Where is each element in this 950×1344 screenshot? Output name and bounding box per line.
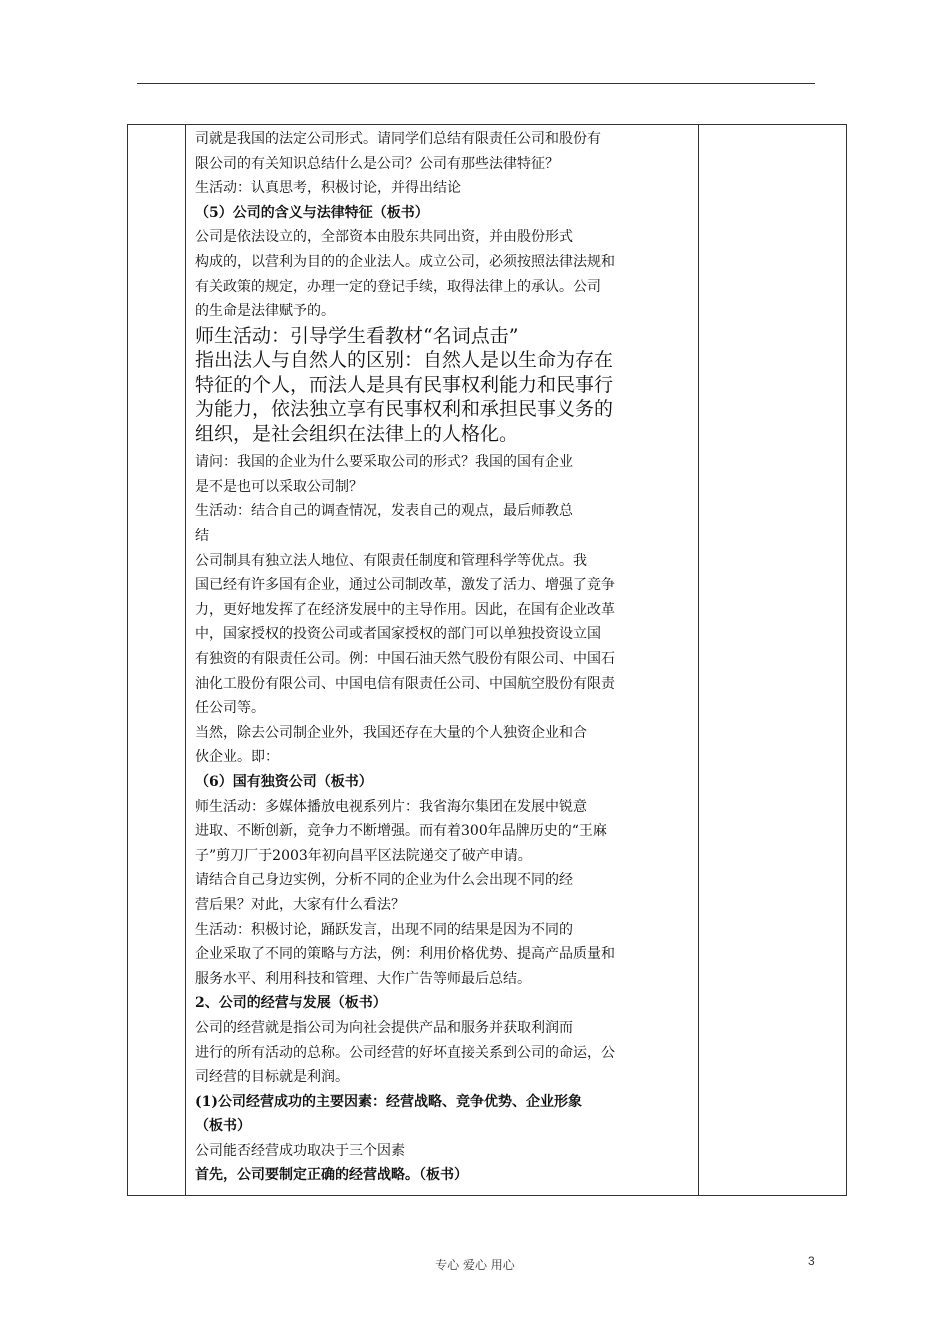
text-line: 是不是也可以采取公司制？: [195, 478, 363, 495]
text-line: 进取、不断创新，竞争力不断增强。而有着300年品牌历史的“王麻: [195, 823, 607, 840]
header-rule: [137, 83, 815, 84]
text-line: 生活动：认真思考，积极讨论，并得出结论: [195, 180, 461, 197]
section-heading: 首先，公司要制定正确的经营战略。（板书）: [195, 1167, 468, 1184]
section-heading: 2、公司的经营与发展（板书）: [195, 995, 387, 1012]
text-line: 公司是依法设立的，全部资本由股东共同出资，并由股份形式: [195, 229, 573, 246]
column-divider-2: [698, 125, 699, 1195]
large-text-line: 组织，是社会组织在法律上的人格化。: [195, 422, 519, 445]
text-line: 子”剪刀厂于2003年初向昌平区法院递交了破产申请。: [195, 847, 532, 864]
text-line: 请结合自己身边实例，分析不同的企业为什么会出现不同的经: [195, 872, 573, 889]
section-heading: （6）国有独资公司（板书）: [195, 773, 373, 790]
large-text-line: 指出法人与自然人的区别：自然人是以生命为存在: [195, 349, 614, 372]
large-text-line: 特征的个人，而法人是具有民事权利能力和民事行: [195, 373, 614, 396]
text-line: 营后果？对此，大家有什么看法？: [195, 896, 405, 913]
text-line: 司经营的目标就是利润。: [195, 1069, 349, 1086]
text-line: 师生活动：多媒体播放电视系列片：我省海尔集团在发展中锐意: [195, 798, 587, 815]
lesson-content: [195, 127, 693, 1188]
text-line: 限公司的有关知识总结什么是公司？公司有那些法律特征？: [195, 155, 559, 172]
text-line: 企业采取了不同的策略与方法，例：利用价格优势、提高产品质量和: [195, 946, 615, 963]
text-line: 服务水平、利用科技和管理、大作广告等师最后总结。: [195, 970, 531, 987]
text-line: 任公司等。: [195, 700, 265, 717]
large-text-line: 师生活动：引导学生看教材“名词点击”: [195, 324, 519, 347]
section-heading: (1)公司经营成功的主要因素：经营战略、竞争优势、企业形象: [195, 1093, 582, 1110]
text-line: 请问：我国的企业为什么要采取公司的形式？我国的国有企业: [195, 454, 573, 471]
page-number: 3: [808, 1254, 815, 1268]
column-divider-1: [185, 125, 186, 1195]
text-line: 结: [195, 528, 209, 545]
section-heading: （5）公司的含义与法律特征（板书）: [195, 204, 429, 221]
text-line: 中，国家授权的投资公司或者国家授权的部门可以单独投资设立国: [195, 626, 601, 643]
text-line: 伙企业。即：: [195, 749, 279, 766]
text-line: 生活动：结合自己的调查情况，发表自己的观点，最后师教总: [195, 503, 573, 520]
text-line: 构成的，以营利为目的的企业法人。成立公司，必须按照法律法规和: [195, 253, 615, 270]
text-line: 有独资的有限责任公司。例：中国石油天然气股份有限公司、中国石: [195, 651, 615, 667]
text-line: 有关政策的规定，办理一定的登记手续，取得法律上的承认。公司: [195, 278, 601, 295]
text-line: 公司制具有独立法人地位、有限责任制度和管理科学等优点。我: [195, 552, 587, 569]
text-line: 的生命是法律赋予的。: [195, 303, 335, 320]
text-line: 公司的经营就是指公司为向社会提供产品和服务并获取利润而: [195, 1019, 573, 1036]
text-line: 当然，除去公司制企业外，我国还存在大量的个人独资企业和合: [195, 724, 587, 741]
text-line: 司就是我国的法定公司形式。请同学们总结有限责任公司和股份有: [195, 131, 601, 147]
text-line: 国已经有许多国有企业，通过公司制改革，激发了活力、增强了竞争: [195, 577, 615, 594]
text-line: 油化工股份有限公司、中国电信有限责任公司、中国航空股份有限责: [195, 675, 615, 692]
footer-motto: 专心 爱心 用心: [435, 1258, 515, 1272]
large-text-line: 为能力，依法独立享有民事权利和承担民事义务的: [195, 398, 614, 421]
text-line: 进行的所有活动的总称。公司经营的好坏直接关系到公司的命运，公: [195, 1044, 615, 1061]
text-line: 力，更好地发挥了在经济发展中的主导作用。因此，在国有企业改革: [195, 601, 615, 618]
text-line: 生活动：积极讨论，踊跃发言，出现不同的结果是因为不同的: [195, 921, 573, 938]
section-heading: （板书）: [195, 1118, 251, 1135]
text-line: 公司能否经营成功取决于三个因素: [195, 1142, 405, 1159]
